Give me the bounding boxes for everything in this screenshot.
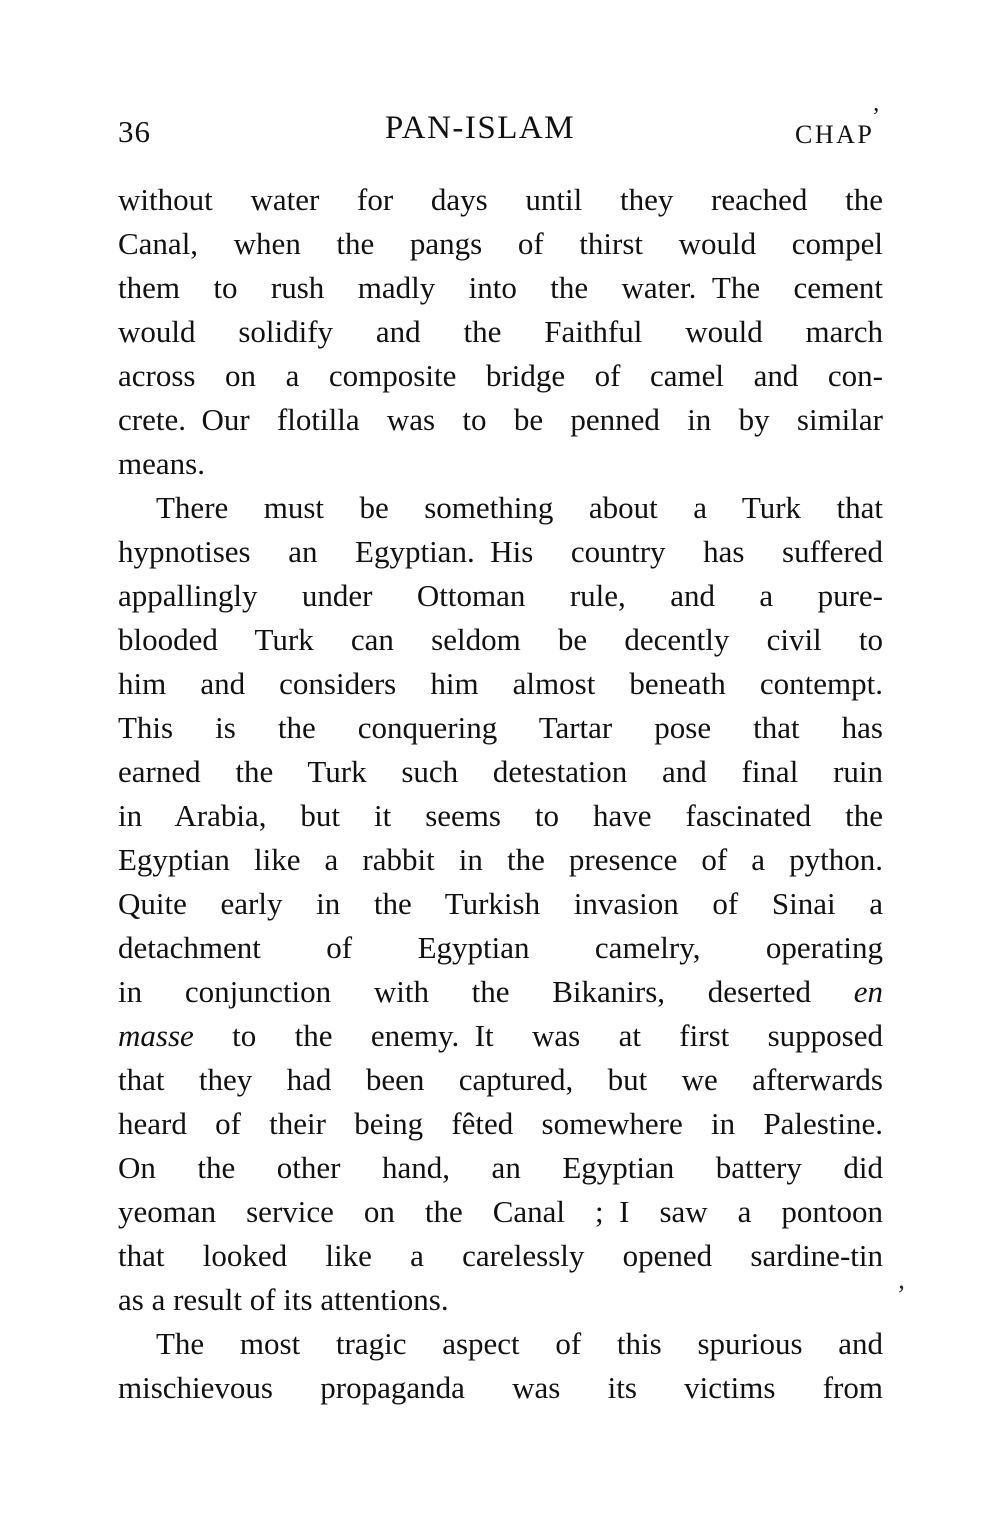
text-line: blooded Turk can seldom be decently civil to [118,622,883,657]
text-line: appallingly under Ottoman rule, and a pure- [118,578,883,613]
text-line: Quite early in the Turkish invasion of Sinai a [118,886,883,921]
running-header [0,0,1000,170]
page-number: 36 [118,114,151,149]
text-line: heard of their being fêted somewhere in Palestine. [118,1106,883,1141]
text-line: crete. Our flotilla was to be penned in by similar [118,402,883,437]
chapter-label: CHAP [795,120,875,149]
text-line: This is the conquering Tartar pose that has [118,710,883,745]
text-line: The most tragic aspect of this spurious and [156,1326,883,1361]
text-line: detachment of Egyptian camelry, operating [118,930,883,965]
text-line: Canal, when the pangs of thirst would compel [118,226,883,261]
text-line: in Arabia, but it seems to have fascinated the [118,798,883,833]
text-line: hypnotises an Egyptian. His country has suffered [118,534,883,569]
scan-artifact-mark: ’ [897,1280,906,1309]
text-line: means. [118,446,205,481]
text-line: masse to the enemy. It was at first supposed [118,1018,883,1053]
text-line: as a result of its attentions. [118,1282,449,1317]
text-line: without water for days until they reached the [118,182,883,217]
text-line: On the other hand, an Egyptian battery did [118,1150,883,1185]
text-line: Egyptian like a rabbit in the presence of a python. [118,842,883,877]
text-line: them to rush madly into the water. The cement [118,270,883,305]
text-line: that they had been captured, but we afterwards [118,1062,883,1097]
text-line: across on a composite bridge of camel and con- [118,358,883,393]
text-line: earned the Turk such detestation and final ruin [118,754,883,789]
text-line: There must be something about a Turk that [156,490,883,525]
text-line: yeoman service on the Canal ; I saw a pontoon [118,1194,883,1229]
chapter-tick-mark: ’ [872,104,880,130]
text-line: that looked like a carelessly opened sardine-tin [118,1238,883,1273]
running-title: PAN-ISLAM [384,110,576,146]
text-block [118,178,883,1410]
text-line: mischievous propaganda was its victims from [118,1370,883,1405]
text-line: would solidify and the Faithful would march [118,314,883,349]
text-line: him and considers him almost beneath contempt. [118,666,883,701]
text-line: in conjunction with the Bikanirs, deserted en [118,974,883,1009]
